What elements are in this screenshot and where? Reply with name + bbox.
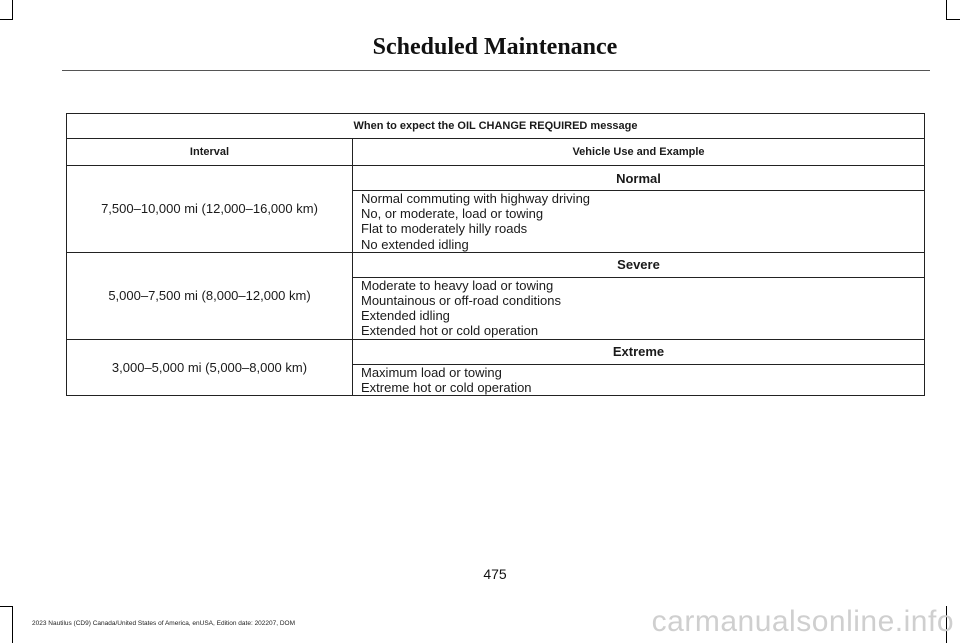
conditions-cell — [353, 191, 925, 253]
interval-cell: 3,000–5,000 mi (5,000–8,000 km) — [67, 339, 353, 395]
condition-item: No extended idling — [361, 236, 469, 252]
page-number: 475 — [483, 566, 507, 582]
table-row — [67, 339, 925, 364]
crop-mark — [0, 19, 12, 20]
condition-item: Flat to moderately hilly roads — [361, 221, 528, 237]
category-cell: Severe — [353, 252, 925, 277]
conditions-cell — [353, 277, 925, 339]
crop-mark — [946, 0, 947, 20]
crop-mark — [0, 606, 12, 607]
crop-mark — [12, 606, 13, 643]
table-row — [67, 166, 925, 191]
edition-footer: 2023 Nautilus (CD9) Canada/United States of America, enUSA, Edition date: 202207, DOM — [32, 620, 296, 627]
condition-item: Maximum load or towing — [361, 364, 502, 380]
condition-item: Mountainous or off-road conditions — [361, 293, 561, 309]
column-header-interval: Interval — [67, 139, 353, 166]
condition-item: Extreme hot or cold operation — [361, 379, 532, 395]
interval-cell: 7,500–10,000 mi (12,000–16,000 km) — [67, 166, 353, 253]
interval-cell: 5,000–7,500 mi (8,000–12,000 km) — [67, 252, 353, 339]
category-cell: Normal — [353, 166, 925, 191]
column-header-vehicle-use: Vehicle Use and Example — [353, 139, 925, 166]
table-row — [67, 252, 925, 277]
condition-item: Moderate to heavy load or towing — [361, 277, 554, 293]
title-divider — [62, 70, 930, 71]
watermark: carmanualsonline.info — [651, 605, 954, 638]
condition-item: No, or moderate, load or towing — [361, 206, 544, 222]
table-title: When to expect the OIL CHANGE REQUIRED message — [67, 114, 925, 139]
conditions-cell — [353, 364, 925, 395]
crop-mark — [12, 0, 13, 20]
crop-mark — [947, 19, 960, 20]
condition-item: Extended idling — [361, 308, 450, 324]
page-title: Scheduled Maintenance — [372, 34, 618, 60]
category-cell: Extreme — [353, 339, 925, 364]
condition-item: Extended hot or cold operation — [361, 323, 539, 339]
condition-item: Normal commuting with highway driving — [361, 191, 591, 206]
oil-change-table — [66, 113, 925, 396]
